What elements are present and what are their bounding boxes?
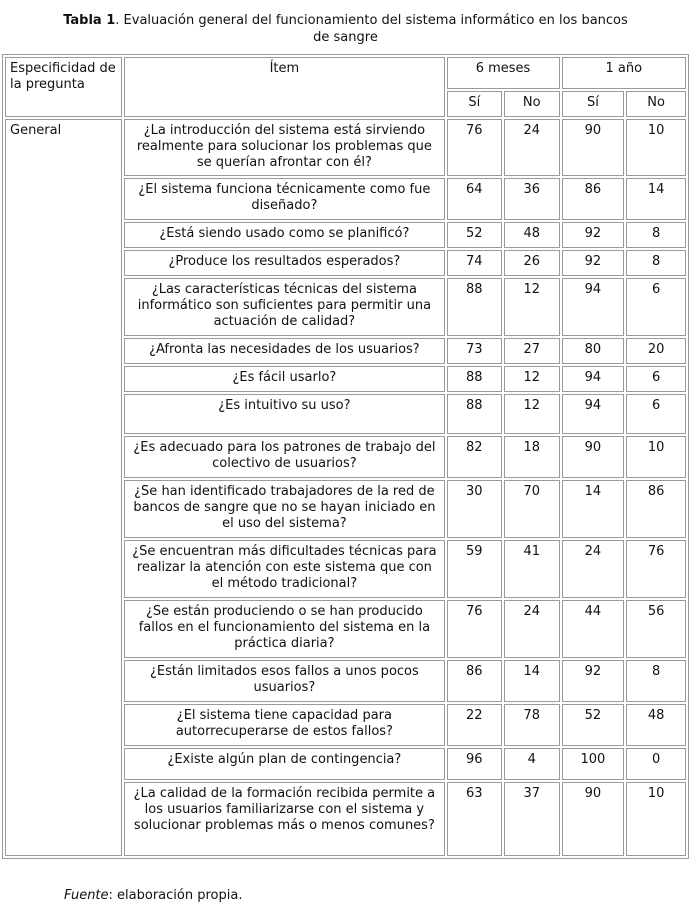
item-cell: ¿Se han identificado trabajadores de la red de bancos de sangre que no se hayan iniciado en el uso del sistema? (124, 480, 444, 538)
item-cell: ¿Existe algún plan de contingencia? (124, 748, 444, 780)
si-1-year-cell: 80 (562, 338, 625, 364)
no-1-year-cell: 6 (626, 366, 686, 392)
item-cell: ¿La calidad de la formación recibida permite a los usuarios familiarizarse con el sistema y solucionar problemas más o menos comunes? (124, 782, 444, 856)
si-6-months-cell: 59 (447, 540, 502, 598)
si-6-months-cell: 30 (447, 480, 502, 538)
specificity-cell: General (5, 119, 122, 856)
item-cell: ¿Están limitados esos fallos a unos pocos usuarios? (124, 660, 444, 702)
no-1-year-cell: 76 (626, 540, 686, 598)
si-1-year-cell: 52 (562, 704, 625, 746)
header-row-1 (5, 57, 686, 89)
no-6-months-cell: 12 (504, 278, 559, 336)
item-cell: ¿El sistema funciona técnicamente como fue diseñado? (124, 178, 444, 220)
no-6-months-cell: 18 (504, 436, 559, 478)
no-1-year-cell: 10 (626, 782, 686, 856)
no-1-year-cell: 6 (626, 278, 686, 336)
item-cell: ¿Las características técnicas del sistema informático son suficientes para permitir una actuación de calidad? (124, 278, 444, 336)
no-1-year-cell: 20 (626, 338, 686, 364)
si-6-months-cell: 22 (447, 704, 502, 746)
table-caption-text: . Evaluación general del funcionamiento del sistema informático en los bancos de sangre (115, 13, 628, 45)
no-1-year-cell: 10 (626, 436, 686, 478)
header-item: Ítem (124, 57, 444, 117)
item-cell: ¿Es adecuado para los patrones de trabajo del colectivo de usuarios? (124, 436, 444, 478)
source-text: : elaboración propia. (108, 888, 243, 903)
no-6-months-cell: 12 (504, 366, 559, 392)
no-1-year-cell: 0 (626, 748, 686, 780)
si-1-year-cell: 92 (562, 250, 625, 276)
no-1-year-cell: 6 (626, 394, 686, 434)
header-1-year: 1 año (562, 57, 687, 89)
no-6-months-cell: 48 (504, 222, 559, 248)
si-6-months-cell: 64 (447, 178, 502, 220)
item-cell: ¿El sistema tiene capacidad para autorrecuperarse de estos fallos? (124, 704, 444, 746)
si-1-year-cell: 14 (562, 480, 625, 538)
no-1-year-cell: 56 (626, 600, 686, 658)
si-6-months-cell: 88 (447, 394, 502, 434)
si-1-year-cell: 86 (562, 178, 625, 220)
si-6-months-cell: 86 (447, 660, 502, 702)
no-6-months-cell: 36 (504, 178, 559, 220)
no-1-year-cell: 10 (626, 119, 686, 176)
no-1-year-cell: 8 (626, 222, 686, 248)
si-1-year-cell: 24 (562, 540, 625, 598)
table-number: Tabla 1 (63, 13, 116, 28)
si-1-year-cell: 44 (562, 600, 625, 658)
si-1-year-cell: 92 (562, 222, 625, 248)
si-6-months-cell: 88 (447, 366, 502, 392)
no-6-months-cell: 4 (504, 748, 559, 780)
si-1-year-cell: 90 (562, 782, 625, 856)
table-caption (60, 12, 631, 46)
item-cell: ¿La introducción del sistema está sirviendo realmente para solucionar los problemas que se querían afrontar con él? (124, 119, 444, 176)
no-6-months-cell: 24 (504, 600, 559, 658)
si-6-months-cell: 76 (447, 119, 502, 176)
si-1-year-cell: 94 (562, 394, 625, 434)
header-6-months: 6 meses (447, 57, 560, 89)
si-1-year-cell: 90 (562, 119, 625, 176)
table-row (5, 119, 686, 176)
si-1-year-cell: 94 (562, 278, 625, 336)
table-body (5, 57, 686, 856)
si-6-months-cell: 52 (447, 222, 502, 248)
no-1-year-cell: 8 (626, 250, 686, 276)
no-6-months-cell: 70 (504, 480, 559, 538)
item-cell: ¿Produce los resultados esperados? (124, 250, 444, 276)
si-6-months-cell: 88 (447, 278, 502, 336)
no-6-months-cell: 78 (504, 704, 559, 746)
si-6-months-cell: 96 (447, 748, 502, 780)
header-6m-no: No (504, 91, 559, 117)
si-1-year-cell: 100 (562, 748, 625, 780)
si-6-months-cell: 82 (447, 436, 502, 478)
si-6-months-cell: 76 (447, 600, 502, 658)
evaluation-table (2, 54, 689, 859)
no-6-months-cell: 14 (504, 660, 559, 702)
item-cell: ¿Afronta las necesidades de los usuarios? (124, 338, 444, 364)
si-6-months-cell: 63 (447, 782, 502, 856)
source-label: Fuente (64, 888, 109, 903)
header-6m-si: Sí (447, 91, 502, 117)
item-cell: ¿Es fácil usarlo? (124, 366, 444, 392)
item-cell: ¿Se encuentran más dificultades técnicas para realizar la atención con este sistema que con el método tradicional? (124, 540, 444, 598)
no-1-year-cell: 86 (626, 480, 686, 538)
si-1-year-cell: 90 (562, 436, 625, 478)
header-1y-no: No (626, 91, 686, 117)
header-1y-si: Sí (562, 91, 625, 117)
si-6-months-cell: 73 (447, 338, 502, 364)
si-1-year-cell: 92 (562, 660, 625, 702)
no-6-months-cell: 37 (504, 782, 559, 856)
no-1-year-cell: 14 (626, 178, 686, 220)
no-1-year-cell: 8 (626, 660, 686, 702)
no-6-months-cell: 12 (504, 394, 559, 434)
no-1-year-cell: 48 (626, 704, 686, 746)
item-cell: ¿Es intuitivo su uso? (124, 394, 444, 434)
si-1-year-cell: 94 (562, 366, 625, 392)
no-6-months-cell: 26 (504, 250, 559, 276)
no-6-months-cell: 24 (504, 119, 559, 176)
si-6-months-cell: 74 (447, 250, 502, 276)
no-6-months-cell: 27 (504, 338, 559, 364)
source-note (64, 888, 242, 903)
no-6-months-cell: 41 (504, 540, 559, 598)
item-cell: ¿Se están produciendo o se han producido fallos en el funcionamiento del sistema en la práctica diaria? (124, 600, 444, 658)
header-specificity: Especificidad de la pregunta (5, 57, 122, 117)
item-cell: ¿Está siendo usado como se planificó? (124, 222, 444, 248)
